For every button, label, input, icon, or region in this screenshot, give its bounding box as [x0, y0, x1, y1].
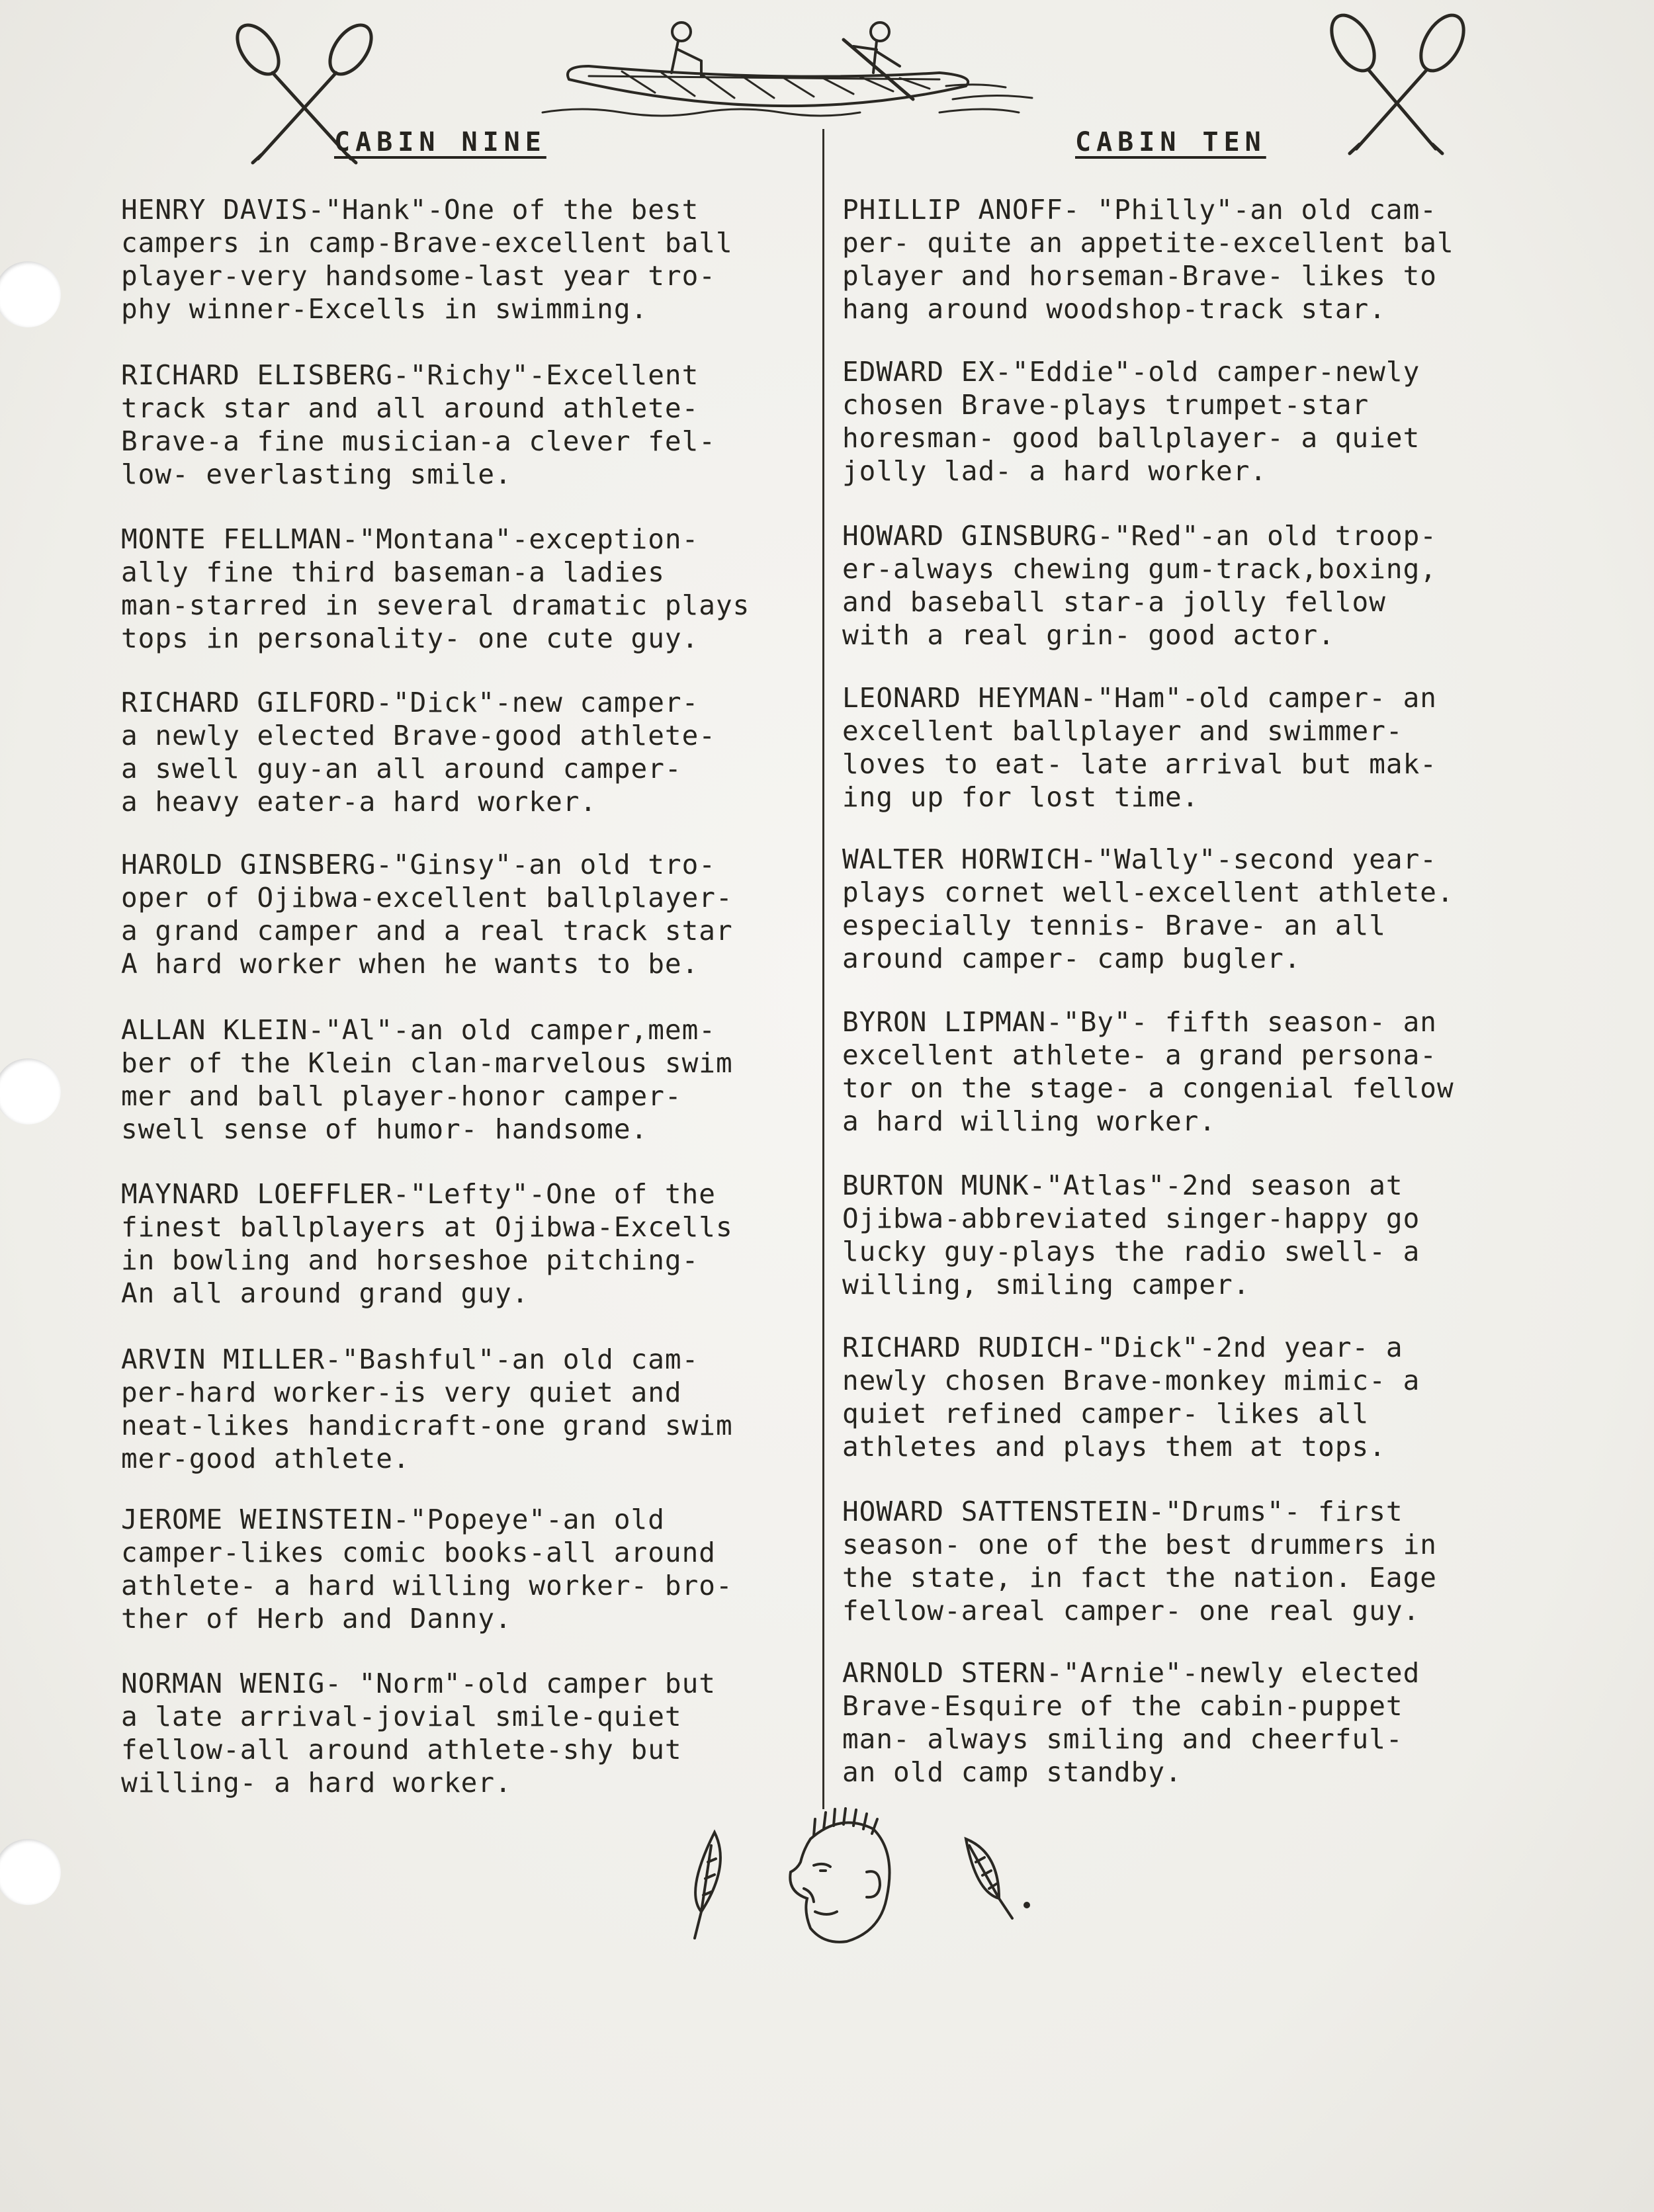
camper-entry: PHILLIP ANOFF- "Philly"-an old cam- per- quite an appetite-excellent bal player and horseman-Brave- likes to hang around woodshop-track star. [842, 194, 1454, 325]
camper-entry: BURTON MUNK-"Atlas"-2nd season at Ojibwa-abbreviated singer-happy go lucky guy-plays the radio swell- a willing, smiling camper. [842, 1170, 1420, 1300]
column-divider [822, 129, 824, 1809]
camper-entry: ALLAN KLEIN-"Al"-an old camper,mem- ber of the Klein clan-marvelous swim mer and ball player-honor camper- swell sense of humor- handsome. [121, 1014, 733, 1145]
camper-entry: MAYNARD LOEFFLER-"Lefty"-One of the finest ballplayers at Ojibwa-Excells in bowling and horseshoe pitching- An all around grand guy. [121, 1178, 733, 1309]
camper-entry: HAROLD GINSBERG-"Ginsy"-an old tro- oper of Ojibwa-excellent ballplayer- a grand camper and a real track star A hard worker when he wants to be. [121, 849, 733, 980]
camper-entry: WALTER HORWICH-"Wally"-second year- plays cornet well-excellent athlete. especially tennis- Brave- an all around camper- camp bugler. [842, 843, 1454, 974]
cabin-ten-heading: CABIN TEN [1075, 127, 1266, 157]
feather-left-icon [675, 1826, 734, 1945]
camper-entry: LEONARD HEYMAN-"Ham"-old camper- an excellent ballplayer and swimmer- loves to eat- late arrival but mak- ing up for lost time. [842, 682, 1437, 813]
camper-entry: RICHARD ELISBERG-"Richy"-Excellent track star and all around athlete- Brave-a fine musician-a clever fel- low- everlasting smile. [121, 359, 716, 490]
camper-entry: HENRY DAVIS-"Hank"-One of the best campers in camp-Brave-excellent ball player-very handsome-last year tro- phy winner-Excells in swimming. [121, 194, 733, 325]
camper-entry: JEROME WEINSTEIN-"Popeye"-an old camper-likes comic books-all around athlete- a hard willing worker- bro- ther of Herb and Danny. [121, 1504, 733, 1635]
camper-entry: RICHARD GILFORD-"Dick"-new camper- a newly elected Brave-good athlete- a swell guy-an all around camper- a heavy eater-a hard worker. [121, 687, 716, 818]
camper-entry: EDWARD EX-"Eddie"-old camper-newly chosen Brave-plays trumpet-star horesman- good ballplayer- a quiet jolly lad- a hard worker. [842, 356, 1420, 487]
binder-hole [0, 1058, 61, 1125]
crossed-paddles-right-illustration [1317, 7, 1475, 159]
camper-entry: ARVIN MILLER-"Bashful"-an old cam- per-hard worker-is very quiet and neat-likes handicraft-one grand swim mer-good athlete. [121, 1343, 733, 1474]
binder-hole [0, 1839, 61, 1905]
camper-entry: RICHARD RUDICH-"Dick"-2nd year- a newly chosen Brave-monkey mimic- a quiet refined camper- likes all athletes and plays them at tops. [842, 1332, 1420, 1463]
camper-entry: NORMAN WENIG- "Norm"-old camper but a late arrival-jovial smile-quiet fellow-all around athlete-shy but willing- a hard worker. [121, 1668, 716, 1799]
indian-head-illustration [774, 1799, 906, 1958]
camper-entry: HOWARD GINSBURG-"Red"-an old troop- er-always chewing gum-track,boxing, and baseball star-a jolly fellow with a real grin- good actor. [842, 520, 1437, 651]
feather-right-icon [953, 1832, 1032, 1938]
camper-entry: HOWARD SATTENSTEIN-"Drums"- first season- one of the best drummers in the state, in fact the nation. Eage fellow-areal camper- one real guy. [842, 1496, 1437, 1627]
cabin-nine-heading: CABIN NINE [334, 127, 546, 157]
canoe-illustration [543, 13, 1045, 139]
camper-entry: MONTE FELLMAN-"Montana"-exception- ally fine third baseman-a ladies man-starred in several dramatic plays tops in personality- one cute guy. [121, 523, 750, 654]
camper-entry: BYRON LIPMAN-"By"- fifth season- an excellent athlete- a grand persona- tor on the stage- a congenial fellow a hard willing worker. [842, 1006, 1454, 1137]
binder-hole [0, 261, 61, 327]
camper-entry: ARNOLD STERN-"Arnie"-newly elected Brave-Esquire of the cabin-puppet man- always smiling and cheerful- an old camp standby. [842, 1657, 1420, 1788]
